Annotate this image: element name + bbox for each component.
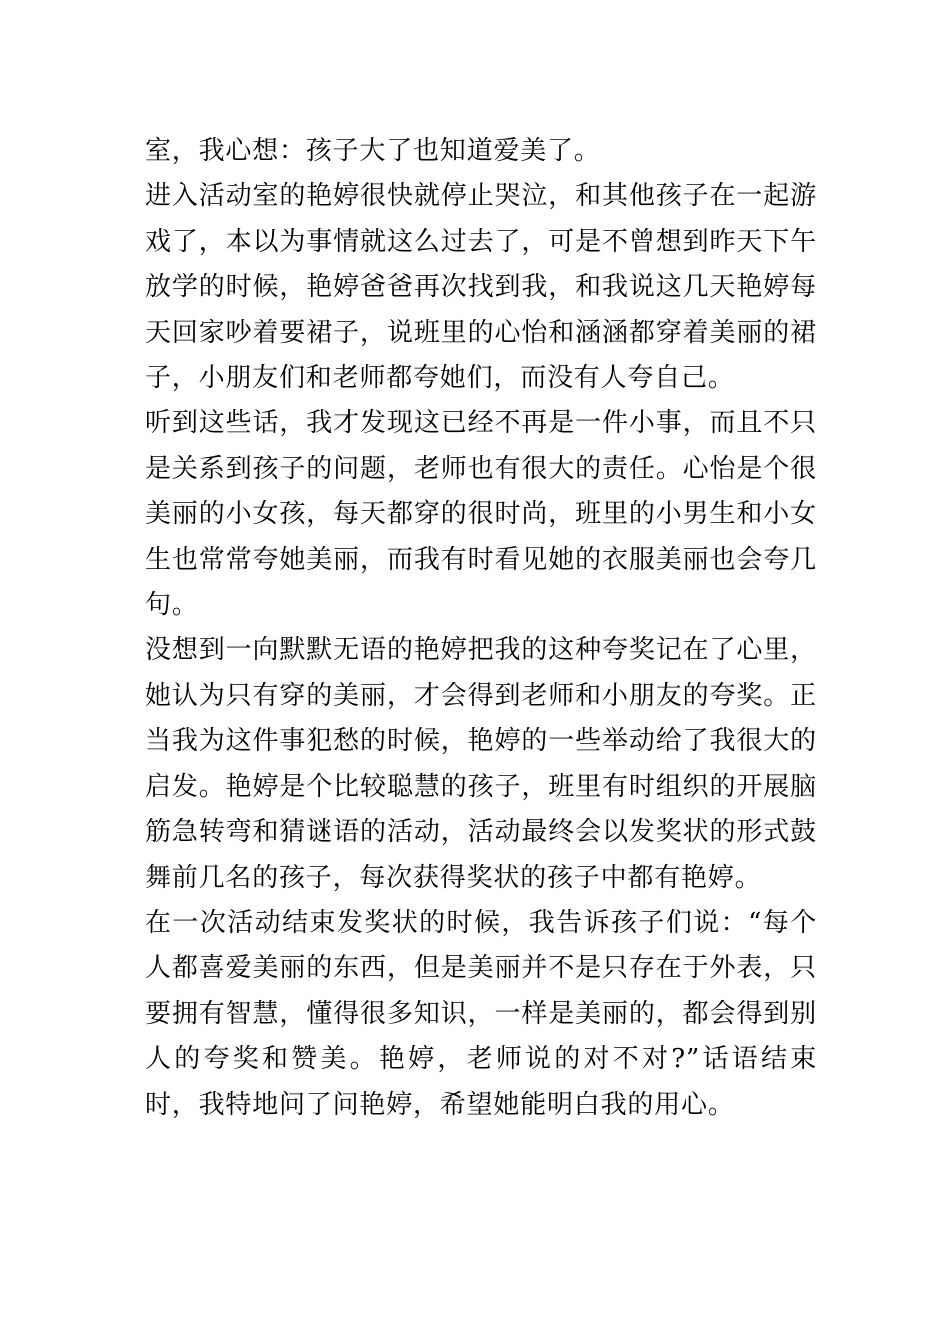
body-text — [145, 129, 817, 1128]
paragraph: 进入活动室的艳婷很快就停止哭泣，和其他孩子在一起游戏了，本以为事情就这么过去了，可是不曾想到昨天下午放学的时候，艳婷爸爸再次找到我，和我说这几天艳婷每天回家吵着要裙子，说班里的心怡和涵涵都穿着美丽的裙子，小朋友们和老师都夸她们，而没有人夸自己。 — [145, 181, 817, 394]
paragraph: 室，我心想：孩子大了也知道爱美了。 — [145, 136, 601, 166]
paragraph: 没想到一向默默无语的艳婷把我的这种夸奖记在了心里，她认为只有穿的美丽，才会得到老师和小朋友的夸奖。正当我为这件事犯愁的时候，艳婷的一些举动给了我很大的启发。艳婷是个比较聪慧的孩子，班里有时组织的开展脑筋急转弯和猜谜语的活动，活动最终会以发奖状的形式鼓舞前几名的孩子，每次获得奖状的孩子中都有艳婷。 — [145, 635, 817, 893]
paragraph: 听到这些话，我才发现这已经不再是一件小事，而且不只是关系到孩子的问题，老师也有很大的责任。心怡是个很美丽的小女孩，每天都穿的很时尚，班里的小男生和小女生也常常夸她美丽，而我有时看见她的衣服美丽也会夸几句。 — [145, 408, 817, 621]
paragraph: 在一次活动结束发奖状的时候，我告诉孩子们说：“每个人都喜爱美丽的东西，但是美丽并不是只存在于外表，只要拥有智慧，懂得很多知识，一样是美丽的，都会得到别人的夸奖和赞美。艳婷，老师说的对不对?”话语结束时，我特地问了问艳婷，希望她能明白我的用心。 — [145, 907, 817, 1120]
